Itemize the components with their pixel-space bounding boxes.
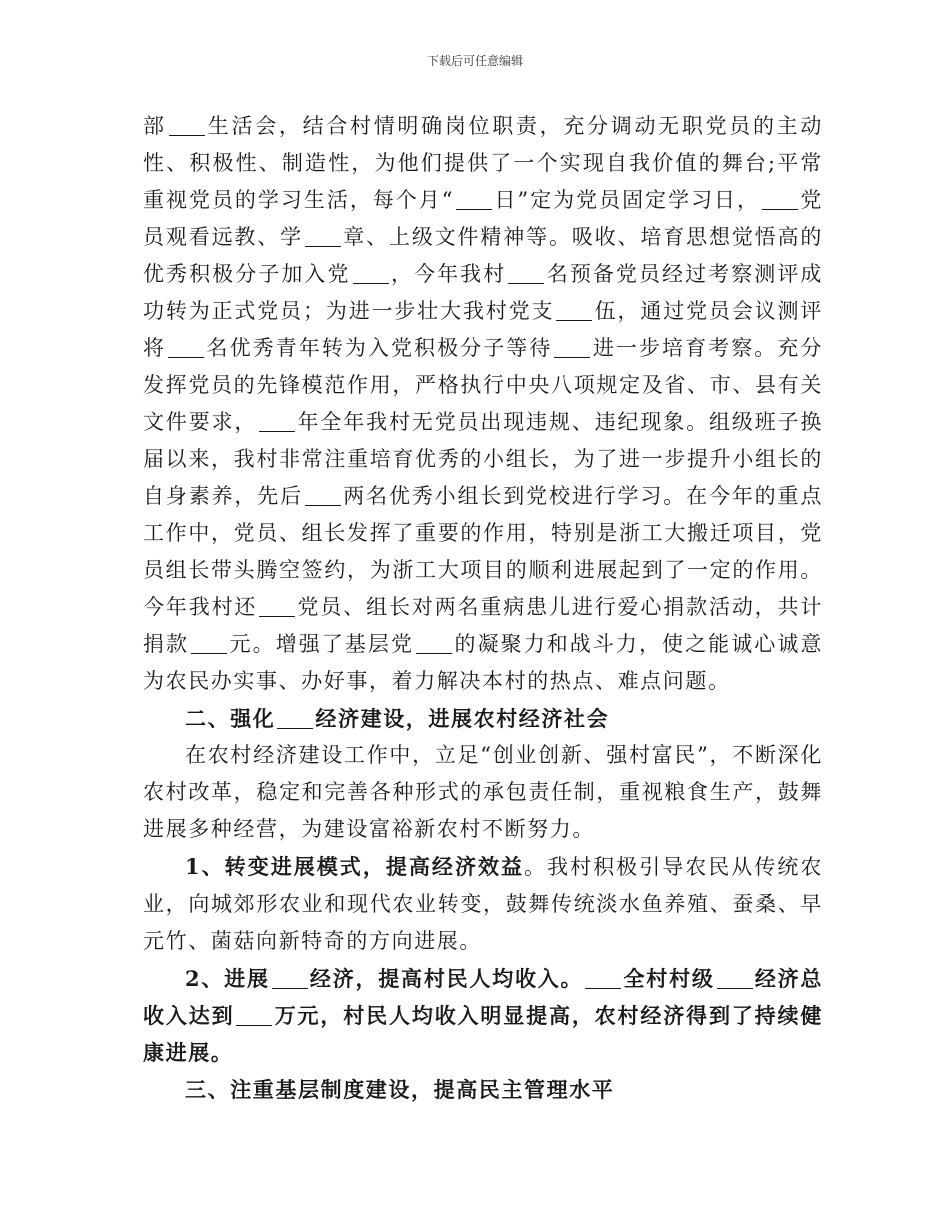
blank-line xyxy=(353,262,389,284)
page-header: 下载后可任意编辑 xyxy=(426,54,523,68)
text-segment: 经济总收入达到 xyxy=(143,966,823,1028)
text-segment: 名预备党员经过考察测评成功转为正式党员；为进一步壮大我村党支 xyxy=(143,262,824,323)
heading-text: 二、强化 xyxy=(185,706,276,731)
blank-line xyxy=(168,336,204,358)
blank-line xyxy=(456,188,492,210)
text-segment: 党员、组长对两名重病患儿进行爱心捐款活动，共计捐款 xyxy=(143,595,823,656)
text-segment: 章、上级文件精神等。吸收、培育思想觉悟高的优秀积极分子加入党 xyxy=(143,225,823,286)
blank-line xyxy=(305,484,341,506)
text-segment: 2、进展 xyxy=(185,966,270,991)
blank-line xyxy=(762,188,798,210)
blank-line xyxy=(236,1004,272,1026)
section-heading-democracy: 三、注重基层制度建设，提高民主管理水平 xyxy=(185,1077,615,1102)
blank-line xyxy=(508,262,544,284)
blank-line xyxy=(259,410,295,432)
blank-line xyxy=(277,707,313,729)
paragraph-economy-intro: 在农村经济建设工作中，立足“创业创新、强村富民”，不断深化农村改革，稳定和完善各种形式的承包责任制，重视粮食生产，鼓舞进展多种经营，为建设富裕新农村不断努力。 xyxy=(143,743,823,841)
text-segment: 名优秀青年转为入党积极分子等待 xyxy=(206,336,553,360)
text-segment: 进一步培育考察。充分发挥党员的先锋模范作用，严格执行中央八项规定及省、市、县有关文件要求， xyxy=(143,336,823,434)
text-segment: 经济，提高村民人均收入。 xyxy=(309,966,584,991)
item-title: 1、转变进展模式，提高经济效益 xyxy=(185,854,525,879)
item-text: 。我村积极引导农民从传统农业，向城郊形农业和现代农业转变，鼓舞传统淡水鱼养殖、蚕桑、早元竹、菌菇向新特奇的方向进展。 xyxy=(143,855,823,953)
text-segment: 生活会，结合村情明确岗位职责，充分调动无职党员的主动性、积极性、制造性，为他们提供了一个实现自我价值的舞台;平常重视党员的学习生活，每个月“ xyxy=(143,114,823,212)
text-segment: 党员观看远教、学 xyxy=(143,188,823,249)
text-segment: 两名优秀小组长到党校进行学习。在今年的重点工作中，党员、组长发挥了重要的作用，特别是浙工大搬迁项目，党员组长带头腾空签约，为浙工大项目的顺利进展起到了一定的作用。今年我村还 xyxy=(143,484,823,619)
blank-line xyxy=(169,114,205,136)
blank-line xyxy=(259,595,295,617)
blank-line xyxy=(554,336,590,358)
blank-line xyxy=(556,299,592,321)
text-segment: ，今年我村 xyxy=(390,262,507,286)
text-segment: 全村村级 xyxy=(623,966,715,991)
blank-line xyxy=(305,225,341,247)
text-segment: 伍，通过党员会议测评将 xyxy=(143,299,823,360)
text-segment: 年全年我村无党员出现违规、违纪现象。组级班子换届以来，我村非常注重培育优秀的小组长，为了进一步提升小组长的自身素养，先后 xyxy=(143,410,823,508)
blank-line xyxy=(272,967,308,989)
text-segment: 元。增强了基层党 xyxy=(229,632,415,656)
blank-line xyxy=(191,632,227,654)
text-segment: 的凝聚力和战斗力，使之能诚心诚意为农民办实事、办好事，着力解决本村的热点、难点问题。 xyxy=(143,632,823,693)
document-body xyxy=(143,108,823,1108)
blank-line xyxy=(416,632,452,654)
text-segment: 部 xyxy=(143,114,167,138)
blank-line xyxy=(717,967,753,989)
heading-text: 经济建设，进展农村经济社会 xyxy=(315,706,610,731)
text-segment: 日”定为党员固定学习日， xyxy=(494,188,761,212)
blank-line xyxy=(585,967,621,989)
list-item-2 xyxy=(143,960,823,1071)
paragraph-party-building xyxy=(143,108,823,700)
section-heading-economy xyxy=(143,700,823,737)
list-item-1 xyxy=(143,848,823,960)
text-segment: 万元，村民人均收入明显提高，农村经济得到了持续健康进展。 xyxy=(143,1003,823,1065)
